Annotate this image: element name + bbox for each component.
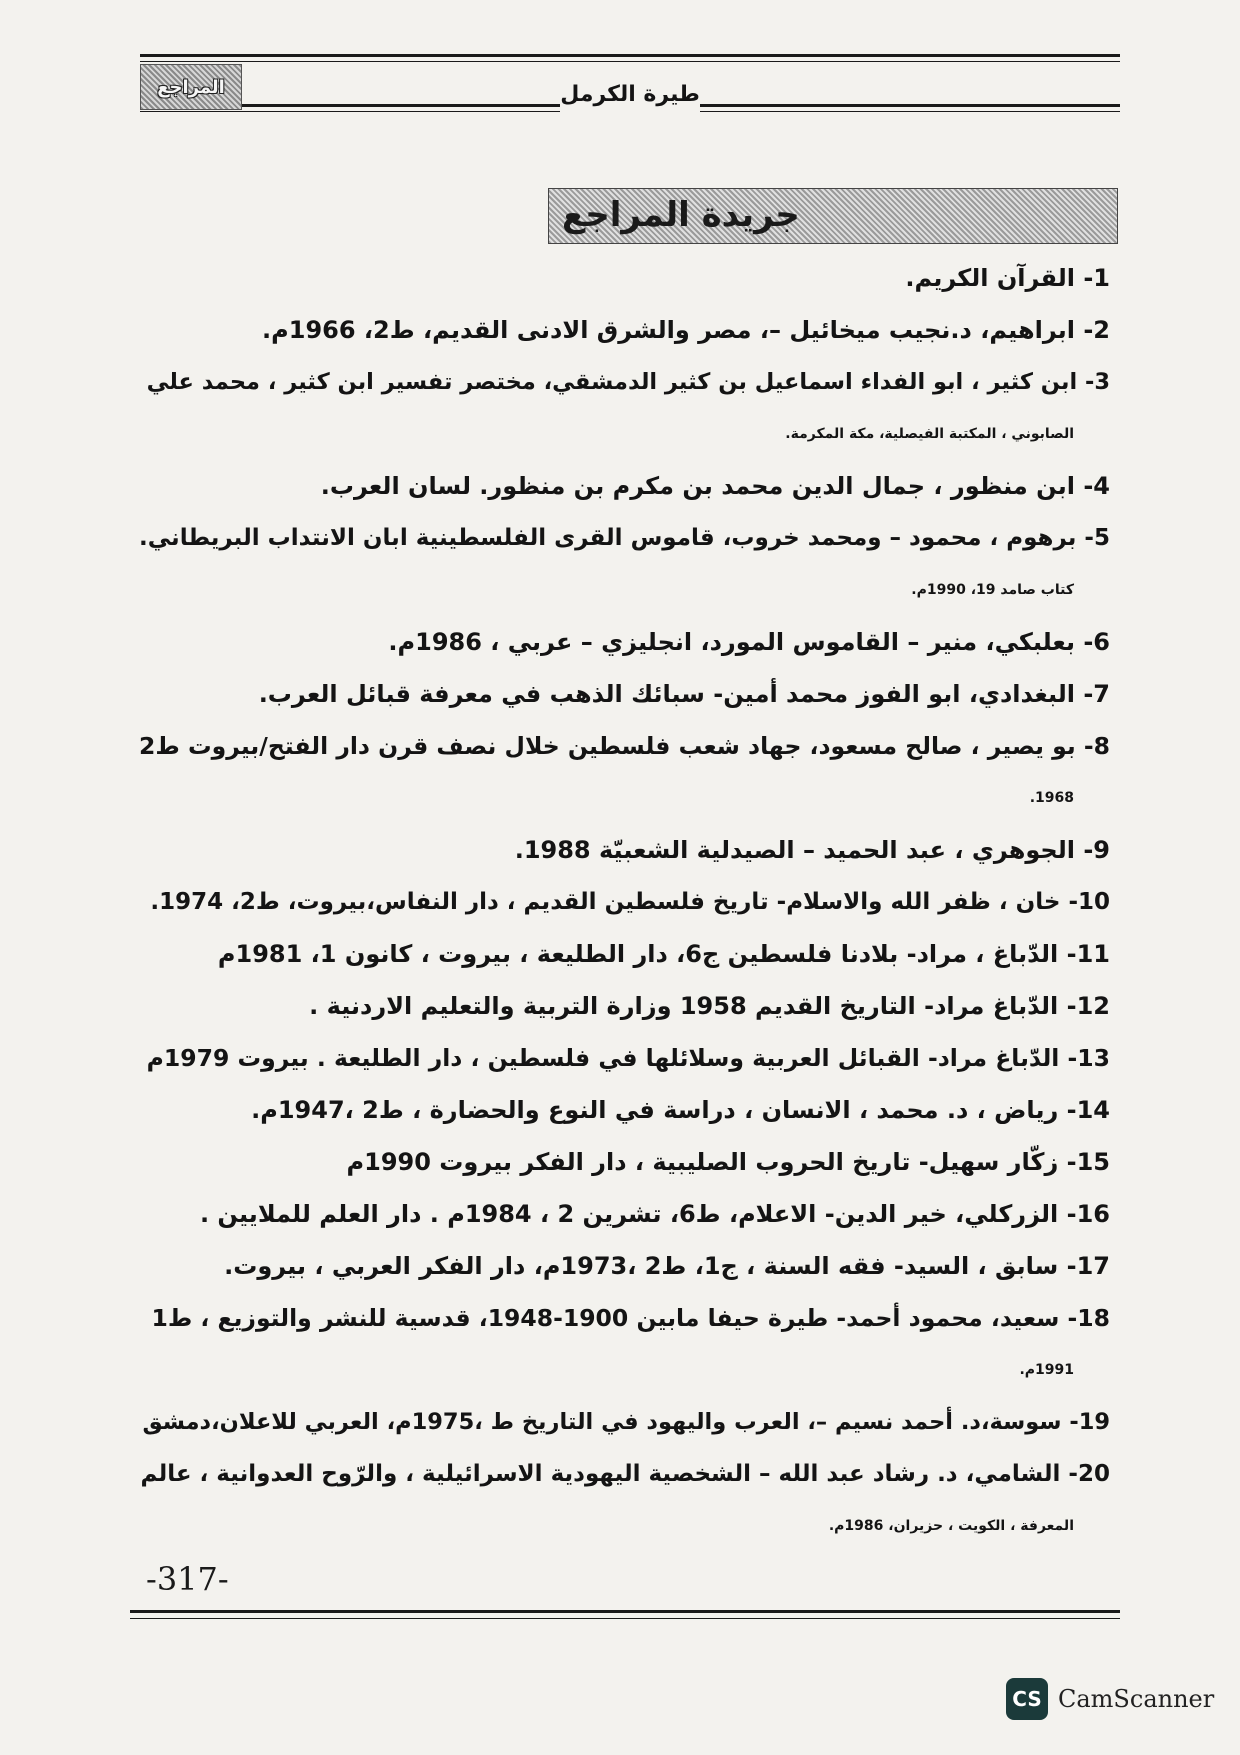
section-title: جريدة المراجع xyxy=(562,195,800,235)
reference-text: 2- ابراهيم، د.نجيب ميخائيل –، مصر والشرق الادنى القديم، ط2، 1966م. xyxy=(262,316,1110,344)
reference-item xyxy=(135,928,1110,980)
reference-text: 8- بو يصير ، صالح مسعود، جهاد شعب فلسطين خلال نصف قرن دار الفتح/بيروت ط2 xyxy=(139,732,1110,760)
reference-continuation: 1968. xyxy=(1029,790,1074,806)
header-rule-top-thin xyxy=(140,61,1120,62)
reference-continuation: كتاب صامد 19، 1990م. xyxy=(911,582,1074,598)
reference-item xyxy=(135,304,1110,356)
reference-text: 12- الدّباغ مراد- التاريخ القديم 1958 وزارة التربية والتعليم الاردنية . xyxy=(309,992,1110,1020)
reference-text: 3- ابن كثير ، ابو الفداء اسماعيل بن كثير الدمشقي، مختصر تفسير ابن كثير ، محمد علي xyxy=(146,369,1110,395)
camscanner-logo-icon: CS xyxy=(1006,1678,1048,1720)
reference-text: 15- زكّار سهيل- تاريخ الحروب الصليبية ، دار الفكر بيروت 1990م xyxy=(346,1148,1110,1176)
footer-rule-thick xyxy=(130,1610,1120,1613)
reference-text: 18- سعيد، محمود أحمد- طيرة حيفا مابين 1900-1948، قدسية للنشر والتوزيع ، ط1 xyxy=(151,1304,1110,1332)
reference-item xyxy=(135,824,1110,876)
reference-item xyxy=(135,512,1110,616)
reference-text: 10- خان ، ظفر الله والاسلام- تاريخ فلسطين القديم ، دار النفاس،بيروت، ط2، 1974. xyxy=(150,889,1110,915)
reference-continuation: الصابوني ، المكتبة الفيصلية، مكة المكرمة. xyxy=(785,426,1074,442)
header-section-tag: المراجع xyxy=(140,64,242,110)
reference-item xyxy=(135,1448,1110,1552)
reference-item xyxy=(135,1084,1110,1136)
reference-text: 5- برهوم ، محمود – ومحمد خروب، قاموس القرى الفلسطينية ابان الانتداب البريطاني. xyxy=(139,525,1110,551)
reference-item xyxy=(135,668,1110,720)
reference-text: 17- سابق ، السيد- فقه السنة ، ج1، ط2 ،1973م، دار الفكر العربي ، بيروت. xyxy=(224,1252,1110,1280)
reference-item xyxy=(135,720,1110,824)
reference-text: 16- الزركلي، خير الدين- الاعلام، ط6، تشرين 2 ، 1984م . دار العلم للملايين . xyxy=(199,1200,1110,1228)
camscanner-label: CamScanner xyxy=(1058,1685,1215,1713)
reference-item xyxy=(135,460,1110,512)
reference-text: 11- الدّباغ ، مراد- بلادنا فلسطين ج6، دار الطليعة ، بيروت ، كانون 1، 1981م xyxy=(217,940,1110,968)
reference-item xyxy=(135,252,1110,304)
reference-text: 20- الشامي، د. رشاد عبد الله – الشخصية اليهودية الاسرائيلية ، والرّوح العدوانية ، عالم xyxy=(140,1461,1110,1487)
references-list xyxy=(135,252,1110,1552)
reference-item xyxy=(135,1188,1110,1240)
reference-item xyxy=(135,1136,1110,1188)
reference-text: 13- الدّباغ مراد- القبائل العربية وسلائلها في فلسطين ، دار الطليعة . بيروت 1979م xyxy=(146,1044,1110,1072)
reference-text: 14- رياض ، د. محمد ، الانسان ، دراسة في النوع والحضارة ، ط2 ،1947م. xyxy=(251,1096,1110,1124)
reference-item xyxy=(135,876,1110,928)
reference-continuation: 1991م. xyxy=(1019,1362,1074,1378)
reference-item xyxy=(135,1240,1110,1292)
reference-text: 7- البغدادي، ابو الفوز محمد أمين- سبائك الذهب في معرفة قبائل العرب. xyxy=(258,680,1110,708)
reference-item xyxy=(135,1292,1110,1396)
page-number: -317- xyxy=(146,1560,229,1598)
reference-item xyxy=(135,1032,1110,1084)
header-title: طيرة الكرمل xyxy=(560,66,700,122)
header-rule-top xyxy=(140,54,1120,57)
reference-continuation: المعرفة ، الكويت ، حزيران، 1986م. xyxy=(828,1518,1074,1534)
reference-item xyxy=(135,356,1110,460)
reference-text: 6- بعلبكي، منير – القاموس المورد، انجليزي – عربي ، 1986م. xyxy=(388,628,1110,656)
reference-text: 1- القرآن الكريم. xyxy=(905,264,1110,292)
reference-text: 19- سوسة،د. أحمد نسيم –، العرب واليهود في التاريخ ط ،1975م، العربي للاعلان،دمشق xyxy=(142,1409,1110,1435)
reference-text: 9- الجوهري ، عبد الحميد – الصيدلية الشعبيّة 1988. xyxy=(514,836,1110,864)
footer-rule-thin xyxy=(130,1618,1120,1619)
reference-item xyxy=(135,1396,1110,1448)
reference-item xyxy=(135,616,1110,668)
reference-text: 4- ابن منظور ، جمال الدين محمد بن مكرم بن منظور. لسان العرب. xyxy=(320,472,1110,500)
reference-item xyxy=(135,980,1110,1032)
camscanner-watermark xyxy=(1006,1678,1214,1720)
